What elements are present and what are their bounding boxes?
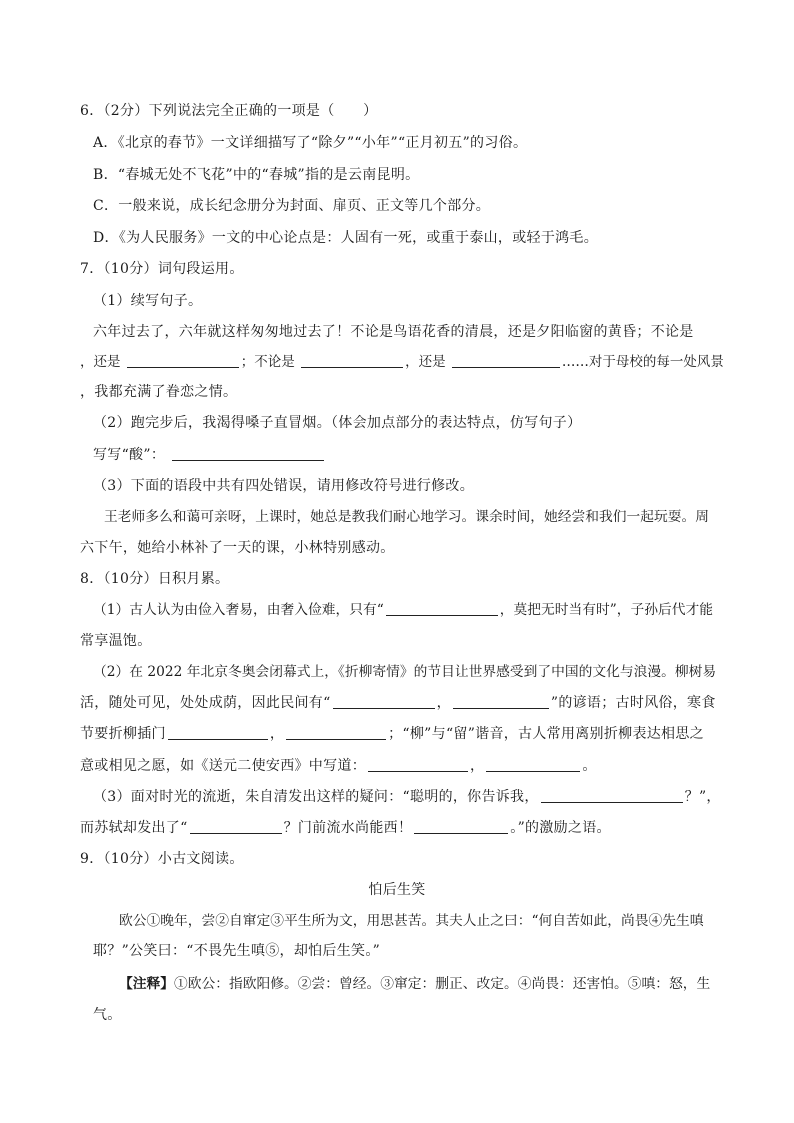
q7-stem: 7．（10分）词句段运用。 bbox=[80, 261, 244, 277]
answer-blank[interactable] bbox=[127, 353, 239, 368]
answer-blank[interactable] bbox=[190, 819, 282, 834]
q8-part2-line2 bbox=[80, 693, 716, 713]
answer-blank[interactable] bbox=[486, 757, 580, 772]
q8-part2-text-c: ”的谚语；古时风俗，寒食 bbox=[550, 695, 716, 711]
q7-part1-text-a: ，还是 bbox=[80, 354, 121, 370]
notes-tag: 【注释】 bbox=[119, 976, 175, 992]
q7-part2-label: 写写“酸”： bbox=[93, 447, 166, 463]
q8-part3-line2 bbox=[80, 818, 611, 838]
q6-stem: 6．（2分）下列说法完全正确的一项是（ ） bbox=[80, 103, 378, 119]
q8-part2-text-g: 意或相见之愿，如《送元二使安西》中写道： bbox=[80, 758, 366, 774]
q8-part3-text-d: ？门前流水尚能西！ bbox=[283, 820, 413, 836]
passage-line1: 欧公①晚年，尝②自窜定③平生所为文，用思甚苦。其夫人止之曰：“何自苦如此，尚畏④先生嗔 bbox=[119, 913, 704, 929]
q8-part2-text-h: ， bbox=[470, 758, 485, 774]
q7-part1-text-b: ；不论是 bbox=[240, 354, 295, 370]
q8-part1-text-a: （1）古人认为由俭入奢易，由奢入俭难，只有“ bbox=[93, 602, 384, 618]
q7-part1-text-d: ……对于母校的每一处风景 bbox=[561, 354, 724, 370]
notes-line1 bbox=[119, 974, 710, 994]
q8-part1-line1 bbox=[93, 600, 713, 620]
notes-line2: 气。 bbox=[93, 1007, 122, 1023]
q7-part3-line2: 六下午，她给小林补了一天的课，小林特别感动。 bbox=[80, 540, 395, 556]
q8-part3-text-b: ？”， bbox=[684, 789, 721, 805]
q8-part2-text-e: ， bbox=[269, 726, 285, 742]
q7-part3-title: （3）下面的语段中共有四处错误，请用修改符号进行修改。 bbox=[93, 478, 475, 494]
answer-blank[interactable] bbox=[386, 601, 498, 616]
q7-part1-line1: 六年过去了，六年就这样匆匆地过去了！不论是鸟语花香的清晨，还是夕阳临窗的黄昏；不论是 bbox=[93, 324, 694, 340]
q7-part3-line1: 王老师多么和蔼可亲呀，上课时，她总是教我们耐心地学习。课余时间，她经尝和我们一起玩耍。周 bbox=[104, 509, 710, 525]
q8-part3-line1 bbox=[93, 787, 721, 807]
q7-part1-title: （1）续写句子。 bbox=[93, 293, 203, 309]
q8-part2-text-a: 活，随处可见，处处成荫，因此民间有“ bbox=[80, 695, 331, 711]
answer-blank[interactable] bbox=[333, 694, 435, 709]
q8-part2-text-b: ， bbox=[436, 695, 451, 711]
answer-blank[interactable] bbox=[286, 725, 386, 740]
q8-part2-text-d: 节要折柳插门 bbox=[80, 726, 166, 742]
q7-part1-text-c: ，还是 bbox=[405, 354, 446, 370]
q6-option-b: B．“春城无处不飞花”中的“春城”指的是云南昆明。 bbox=[93, 167, 420, 183]
q7-part2-write bbox=[93, 445, 326, 465]
passage-line2: 耶？”公笑曰：“不畏先生嗔⑤，却怕后生笑。” bbox=[93, 943, 381, 959]
q8-part3-text-e: 。”的激励之语。 bbox=[510, 820, 611, 836]
q8-part1-text-b: ，莫把无时当有时”，子孙后代才能 bbox=[499, 602, 714, 618]
answer-blank[interactable] bbox=[368, 757, 468, 772]
q9-stem: 9．（10分）小古文阅读。 bbox=[80, 851, 244, 867]
q7-part1-line3: ，我都充满了眷恋之情。 bbox=[80, 384, 238, 400]
q6-option-d: D．《为人民服务》一文的中心论点是：人固有一死，或重于泰山，或轻于鸿毛。 bbox=[93, 230, 599, 246]
answer-blank[interactable] bbox=[541, 788, 683, 803]
answer-blank[interactable] bbox=[172, 446, 324, 461]
answer-blank[interactable] bbox=[301, 353, 403, 368]
q8-part2-text-i: 。 bbox=[582, 758, 597, 774]
q6-option-c: C．一般来说，成长纪念册分为封面、扉页、正文等几个部分。 bbox=[93, 198, 491, 214]
q8-part3-text-a: （3）面对时光的流逝，朱自清发出这样的疑问：“聪明的，你告诉我， bbox=[93, 789, 539, 805]
answer-blank[interactable] bbox=[414, 819, 508, 834]
q6-option-a: A．《北京的春节》一文详细描写了“除夕”“小年”“正月初五”的习俗。 bbox=[93, 135, 528, 151]
answer-blank[interactable] bbox=[168, 725, 268, 740]
q8-part2-text-f: ；“柳”与“留”谐音，古人常用离别折柳表达相思之 bbox=[388, 726, 704, 742]
q8-stem: 8．（10分）日积月累。 bbox=[80, 571, 230, 587]
q8-part2-line4 bbox=[80, 756, 597, 776]
answer-blank[interactable] bbox=[453, 694, 549, 709]
q8-part3-text-c: 而苏轼却发出了“ bbox=[80, 820, 188, 836]
passage-title: 怕后生笑 bbox=[368, 882, 426, 898]
notes-text: ①欧公：指欧阳修。②尝：曾经。③窜定：删正、改定。④尚畏：还害怕。⑤嗔：怒，生 bbox=[174, 976, 711, 992]
q8-part2-line1: （2）在 2022 年北京冬奥会闭幕式上，《折柳寄情》的节目让世界感受到了中国的文化与浪漫。柳树易 bbox=[93, 664, 717, 680]
q7-part1-line2 bbox=[80, 352, 724, 372]
q7-part2-title: （2）跑完步后，我渴得嗓子直冒烟。（体会加点部分的表达特点，仿写句子） bbox=[93, 415, 582, 431]
q8-part1-line2: 常享温饱。 bbox=[80, 633, 152, 649]
q8-part2-line3 bbox=[80, 724, 704, 744]
answer-blank[interactable] bbox=[452, 353, 560, 368]
